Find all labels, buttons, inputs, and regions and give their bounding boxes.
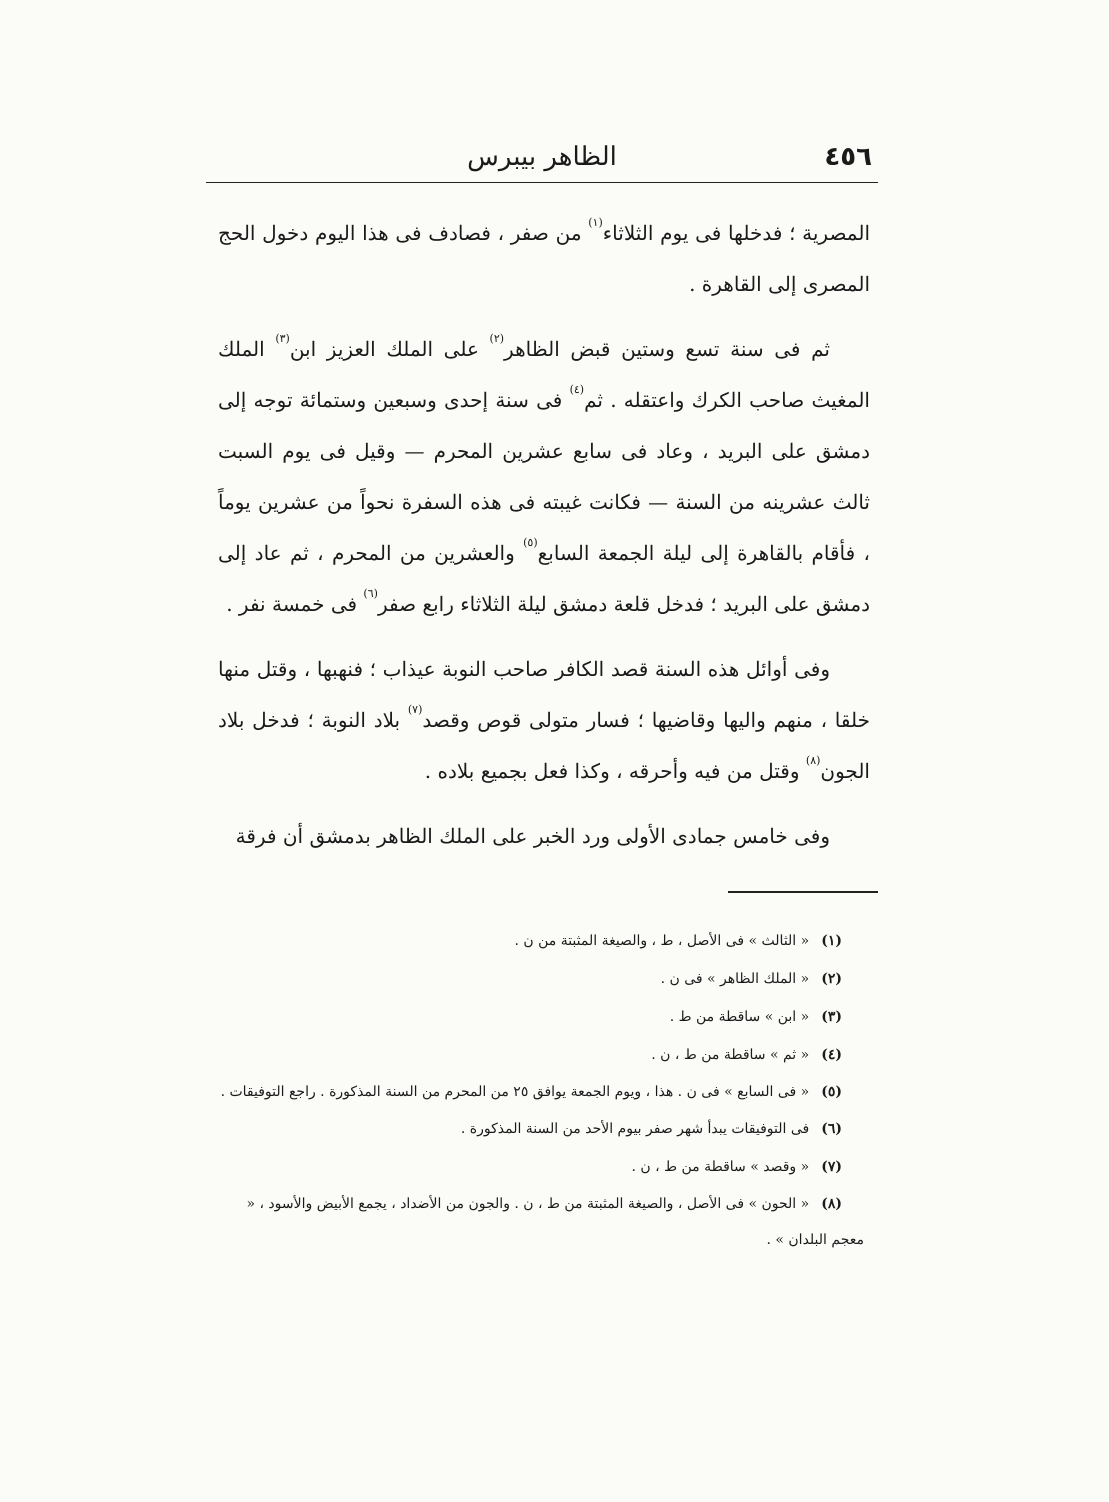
footnote-rule xyxy=(728,891,878,893)
footnote xyxy=(218,1110,864,1148)
footnote-text: « ثم » ساقطة من ط ، ن . xyxy=(651,1047,810,1063)
footnote-number: (٢) xyxy=(821,971,842,987)
paragraph xyxy=(218,208,870,310)
running-title: الظاهر بيبرس xyxy=(467,142,617,172)
text-run: المصرية ؛ فدخلها فى يوم الثلاثاء xyxy=(602,221,871,245)
footnote-number: (١) xyxy=(821,933,842,949)
text-run: ثم فى سنة تسع وستين قبض الظاهر xyxy=(504,337,830,361)
text-run: فى خمسة نفر . xyxy=(226,592,364,616)
footnote-text: « الثالث » فى الأصل ، ط ، والصيغة المثبتة من ن . xyxy=(514,933,810,949)
paragraph xyxy=(218,811,870,862)
footnote-number: (٨) xyxy=(821,1196,842,1212)
text-run: بلاد النوبة ؛ فدخل بلاد الجون xyxy=(218,708,870,783)
page-number: ٤٥٦ xyxy=(824,142,872,172)
footnote xyxy=(218,1148,864,1186)
footnote-text: « ابن » ساقطة من ط . xyxy=(669,1009,810,1025)
footnote-ref: (٨) xyxy=(805,754,821,767)
footnote-number: (٥) xyxy=(821,1084,842,1100)
header-rule xyxy=(206,182,878,183)
text-run: وفى أوائل هذه السنة قصد الكافر صاحب النوبة عيذاب ؛ فنهبها ، وقتل منها خلقا ، منهم واليها وقاضيها ؛ فسار متولى قوص وقصد xyxy=(218,657,870,732)
footnote-ref: (٣) xyxy=(275,332,290,345)
footnote xyxy=(218,1186,864,1258)
text-run: وقتل من فيه وأحرقه ، وكذا فعل بجميع بلاده . xyxy=(424,759,806,783)
footnote-ref: (٧) xyxy=(407,703,423,716)
footnote-number: (٦) xyxy=(821,1121,842,1137)
footnotes xyxy=(218,922,864,1258)
footnote xyxy=(218,922,864,960)
footnote-number: (٣) xyxy=(821,1009,842,1025)
footnote-text: « وقصد » ساقطة من ط ، ن . xyxy=(631,1159,810,1175)
footnote-text: فى التوفيقات يبدأ شهر صفر بيوم الأحد من السنة المذكورة . xyxy=(460,1121,810,1137)
text-run: فى سنة إحدى وسبعين وستمائة توجه إلى دمشق على البريد ، وعاد فى سابع عشرين المحرم — وقيل فى يوم السبت ثالث عشرينه من السنة — فكانت غيبته فى هذه السفرة نحواً من عشرين يوماً ، فأقام بالقاهرة إلى ليلة الجمعة السابع xyxy=(218,388,870,565)
page-header xyxy=(206,140,878,180)
footnote-ref: (٢) xyxy=(489,332,505,345)
main-text xyxy=(218,208,870,876)
footnote xyxy=(218,960,864,998)
text-run: والعشرين من المحرم ، ثم عاد إلى دمشق على البريد ؛ فدخل قلعة دمشق ليلة الثلاثاء رابع صفر xyxy=(218,541,870,616)
text-run: وفى خامس جمادى الأولى ورد الخبر على الملك الظاهر بدمشق أن فرقة xyxy=(235,824,830,848)
footnote-text: « الحون » فى الأصل ، والصيغة المثبتة من ط ، ن . والجون من الأضداد ، يجمع الأبيض والأسود ، « معجم البلدان » . xyxy=(246,1196,864,1248)
footnote-number: (٧) xyxy=(821,1159,842,1175)
paragraph xyxy=(218,644,870,797)
footnote-ref: (١) xyxy=(588,216,603,229)
footnote xyxy=(218,998,864,1036)
footnote-ref: (٤) xyxy=(569,383,585,396)
footnote-ref: (٦) xyxy=(363,587,378,600)
footnote-ref: (٥) xyxy=(523,536,538,549)
footnote xyxy=(218,1036,864,1074)
text-run: من صفر ، فصادف فى هذا اليوم دخول الحج المصرى إلى القاهرة . xyxy=(218,221,870,296)
footnote xyxy=(218,1074,864,1110)
text-run: الملك المغيث صاحب الكرك واعتقله . ثم xyxy=(218,337,870,412)
text-run: على الملك العزيز ابن xyxy=(289,337,490,361)
footnote-number: (٤) xyxy=(821,1047,842,1063)
paragraph xyxy=(218,324,870,630)
footnote-text: « الملك الظاهر » فى ن . xyxy=(660,971,810,987)
footnote-text: « فى السابع » فى ن . هذا ، ويوم الجمعة يوافق ٢٥ من المحرم من السنة المذكورة . راجع التوفيقات . xyxy=(220,1084,810,1100)
